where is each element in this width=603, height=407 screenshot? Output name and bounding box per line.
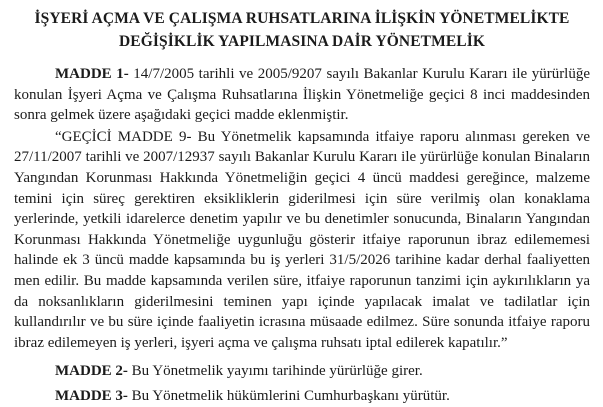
paragraph-madde-1 (14, 64, 590, 126)
madde-3-label: MADDE 3- (55, 387, 132, 404)
paragraph-gecici-madde-9 (14, 127, 590, 354)
document-title-line-1: İŞYERİ AÇMA VE ÇALIŞMA RUHSATLARINA İLİŞKİN YÖNETMELİKTE (34, 10, 570, 27)
madde-1-label: MADDE 1- (55, 66, 134, 82)
paragraph-madde-3 (14, 386, 590, 407)
madde-2-text: Bu Yönetmelik yayımı tarihinde yürürlüğe girer. (131, 363, 423, 380)
madde-3-text: Bu Yönetmelik hükümlerini Cumhurbaşkanı yürütür. (131, 387, 450, 404)
gecici-madde-9-text: “GEÇİCİ MADDE 9- Bu Yönetmelik kapsamında itfaiye raporu alınması gereken ve 27/11/2007 tarihli ve 2007/12937 sayılı Bakanlar Kurulu Kararı ile yürürlüğe konulan Binaların Yangından Korunması Hakkında Yönetmeliğin geçici 4 üncü maddesi gereğince, malzeme temini için süreç gerektiren eksikliklerin giderilmesi için süre verilmiş olan konaklama yerlerinde, yetkili idarelerce denetim yapılır ve bu denetimler sonucunda, Binaların Yangından Korunması Hakkında Yönetmeliğe uygunluğu gösterir itfaiye raporunun ibraz edilememesi halinde ek 3 üncü madde kapsamında bu iş yerleri 31/5/2026 tarihine kadar derhal faaliyetten men edilir. Bu madde kapsamında verilen süre, itfaiye raporunun tanzimi için aykırılıkların ya da noksanlıkların giderilmesini teminen yapı içinde yapılacak imalat ve tadilatlar için kullandırılır ve bu süre içinde faaliyetin icrasına müsaade edilmez. Süre sonunda itfaiye raporu ibraz edilemeyen iş yerleri, işyeri açma ve çalışma ruhsatı iptal edilerek kapatılır.” (14, 128, 590, 351)
document-title (14, 7, 590, 53)
madde-1-text: 14/7/2005 tarihli ve 2005/9207 sayılı Bakanlar Kurulu Kararı ile yürürlüğe konulan İşyeri Açma ve Çalışma Ruhsatlarına İlişkin Yönetmeliğe geçici 8 inci maddesinden sonra gelmek üzere aşağıdaki geçici madde eklenmiştir. (14, 66, 591, 124)
paragraph-madde-2 (14, 361, 590, 382)
document-title-line-2: DEĞİŞİKLİK YAPILMASINA DAİR YÖNETMELİK (119, 33, 485, 50)
madde-2-label: MADDE 2- (55, 363, 132, 380)
